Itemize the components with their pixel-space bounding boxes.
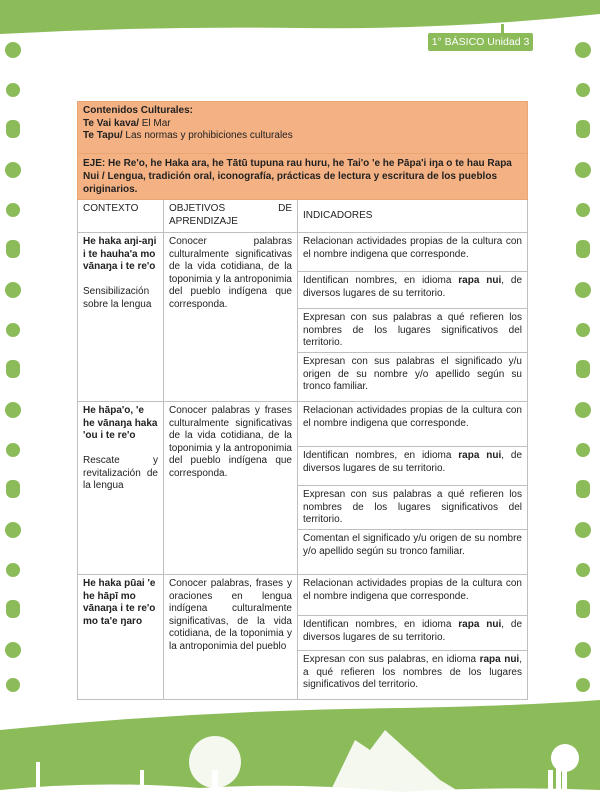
contexto-cell — [78, 575, 164, 700]
contexto-text: Sensibilización sobre la lengua — [83, 286, 152, 310]
indicador: Identifican nombres, en idioma rapa nui, de diversos lugares de su territorio. — [298, 616, 527, 651]
indicador: Relacionan actividades propias de la cultura con el nombre indigena que corresponde. — [298, 575, 527, 616]
indicadores-cell — [298, 402, 528, 575]
indicador: Relacionan actividades propias de la cultura con el nombre indigena que corresponde. — [298, 402, 527, 447]
eje: EJE: He Re'o, he Haka ara, he Tātū tupuna rau huru, he Tai'o 'e he Pāpa'i iŋa o te hau Rapa Nui / Lengua, tradición oral, iconografía, prácticas de lectura y escritura de los pueblos originarios. — [78, 154, 528, 200]
contexto-cell — [78, 402, 164, 575]
indicador: Comentan el significado y/u origen de su nombre y/o apellido según su tronco familiar. — [303, 533, 522, 557]
contexto-title: He haka pūai 'e he hāpī mo vānaŋa i te re'o mo ta'e ŋaro — [83, 578, 156, 627]
contexto-title: He hāpa'o, 'e he vānaŋa haka 'ou i te re'o — [83, 405, 158, 441]
indicador: Identifican nombres, en idioma rapa nui, de diversos lugares de su territorio. — [298, 272, 527, 309]
indicadores-cell — [298, 233, 528, 402]
contexto-cell — [78, 233, 164, 402]
indicador: Identifican nombres, en idioma rapa nui, de diversos lugares de su territorio. — [298, 447, 527, 486]
indicadores-cell — [298, 575, 528, 700]
objetivo-cell: Conocer palabras culturalmente significativas de la vida cotidiana, de la toponimia y la antroponimia del pueblo indígena que corresponda. — [164, 233, 298, 402]
objetivo-cell: Conocer palabras, frases y oraciones en lengua indígena culturalmente significativas, de la vida cotidiana, de la toponimia y la antroponimia del pueblo — [164, 575, 298, 700]
contexto-text: Rescate y revitalización de la lengua — [83, 455, 158, 491]
indicador: Expresan con sus palabras a qué refieren los nombres de los lugares significativos del territorio. — [298, 309, 527, 353]
table-row — [78, 233, 528, 402]
indicador: Expresan con sus palabras el significado y/u origen de su nombre y/o apellido según su tronco familiar. — [303, 356, 522, 392]
indicador: Expresan con sus palabras a qué refieren los nombres de los lugares significativos del territorio. — [298, 486, 527, 530]
table-row — [78, 575, 528, 700]
left-ornament-border — [2, 30, 24, 700]
indicador: Relacionan actividades propias de la cultura con el nombre indigena que corresponde. — [298, 233, 527, 272]
indicador: Expresan con sus palabras, en idioma rapa nui, a qué refieren los nombres de los lugares significativos del territorio. — [303, 654, 522, 690]
header-indicadores: INDICADORES — [298, 200, 528, 233]
curriculum-table — [77, 101, 528, 700]
right-ornament-border — [572, 30, 594, 700]
contenido-text: El Mar — [138, 117, 171, 129]
contexto-title: He haka aŋi-aŋi i te hauha'a mo vānaŋa i te re'o — [83, 236, 157, 272]
header-objetivos: OBJETIVOS DE APRENDIZAJE — [164, 200, 298, 233]
landscape-footer — [0, 700, 600, 800]
contenidos-title: Contenidos Culturales: — [83, 105, 194, 116]
contenido-label: Te Tapu/ — [83, 130, 123, 141]
contenido-text: Las normas y prohibiciones culturales — [122, 130, 293, 141]
table-row — [78, 402, 528, 575]
grade-unit-badge: 1° BÁSICO Unidad 3 — [428, 33, 533, 51]
contenidos-culturales — [78, 102, 528, 154]
objetivo-cell: Conocer palabras y frases culturalmente significativas de la vida cotidiana, de la toponimia y la antroponimia del pueblo indígena que corresponda. — [164, 402, 298, 575]
header-contexto: CONTEXTO — [78, 200, 164, 233]
contenido-label: Te Vai kava/ — [83, 117, 139, 129]
